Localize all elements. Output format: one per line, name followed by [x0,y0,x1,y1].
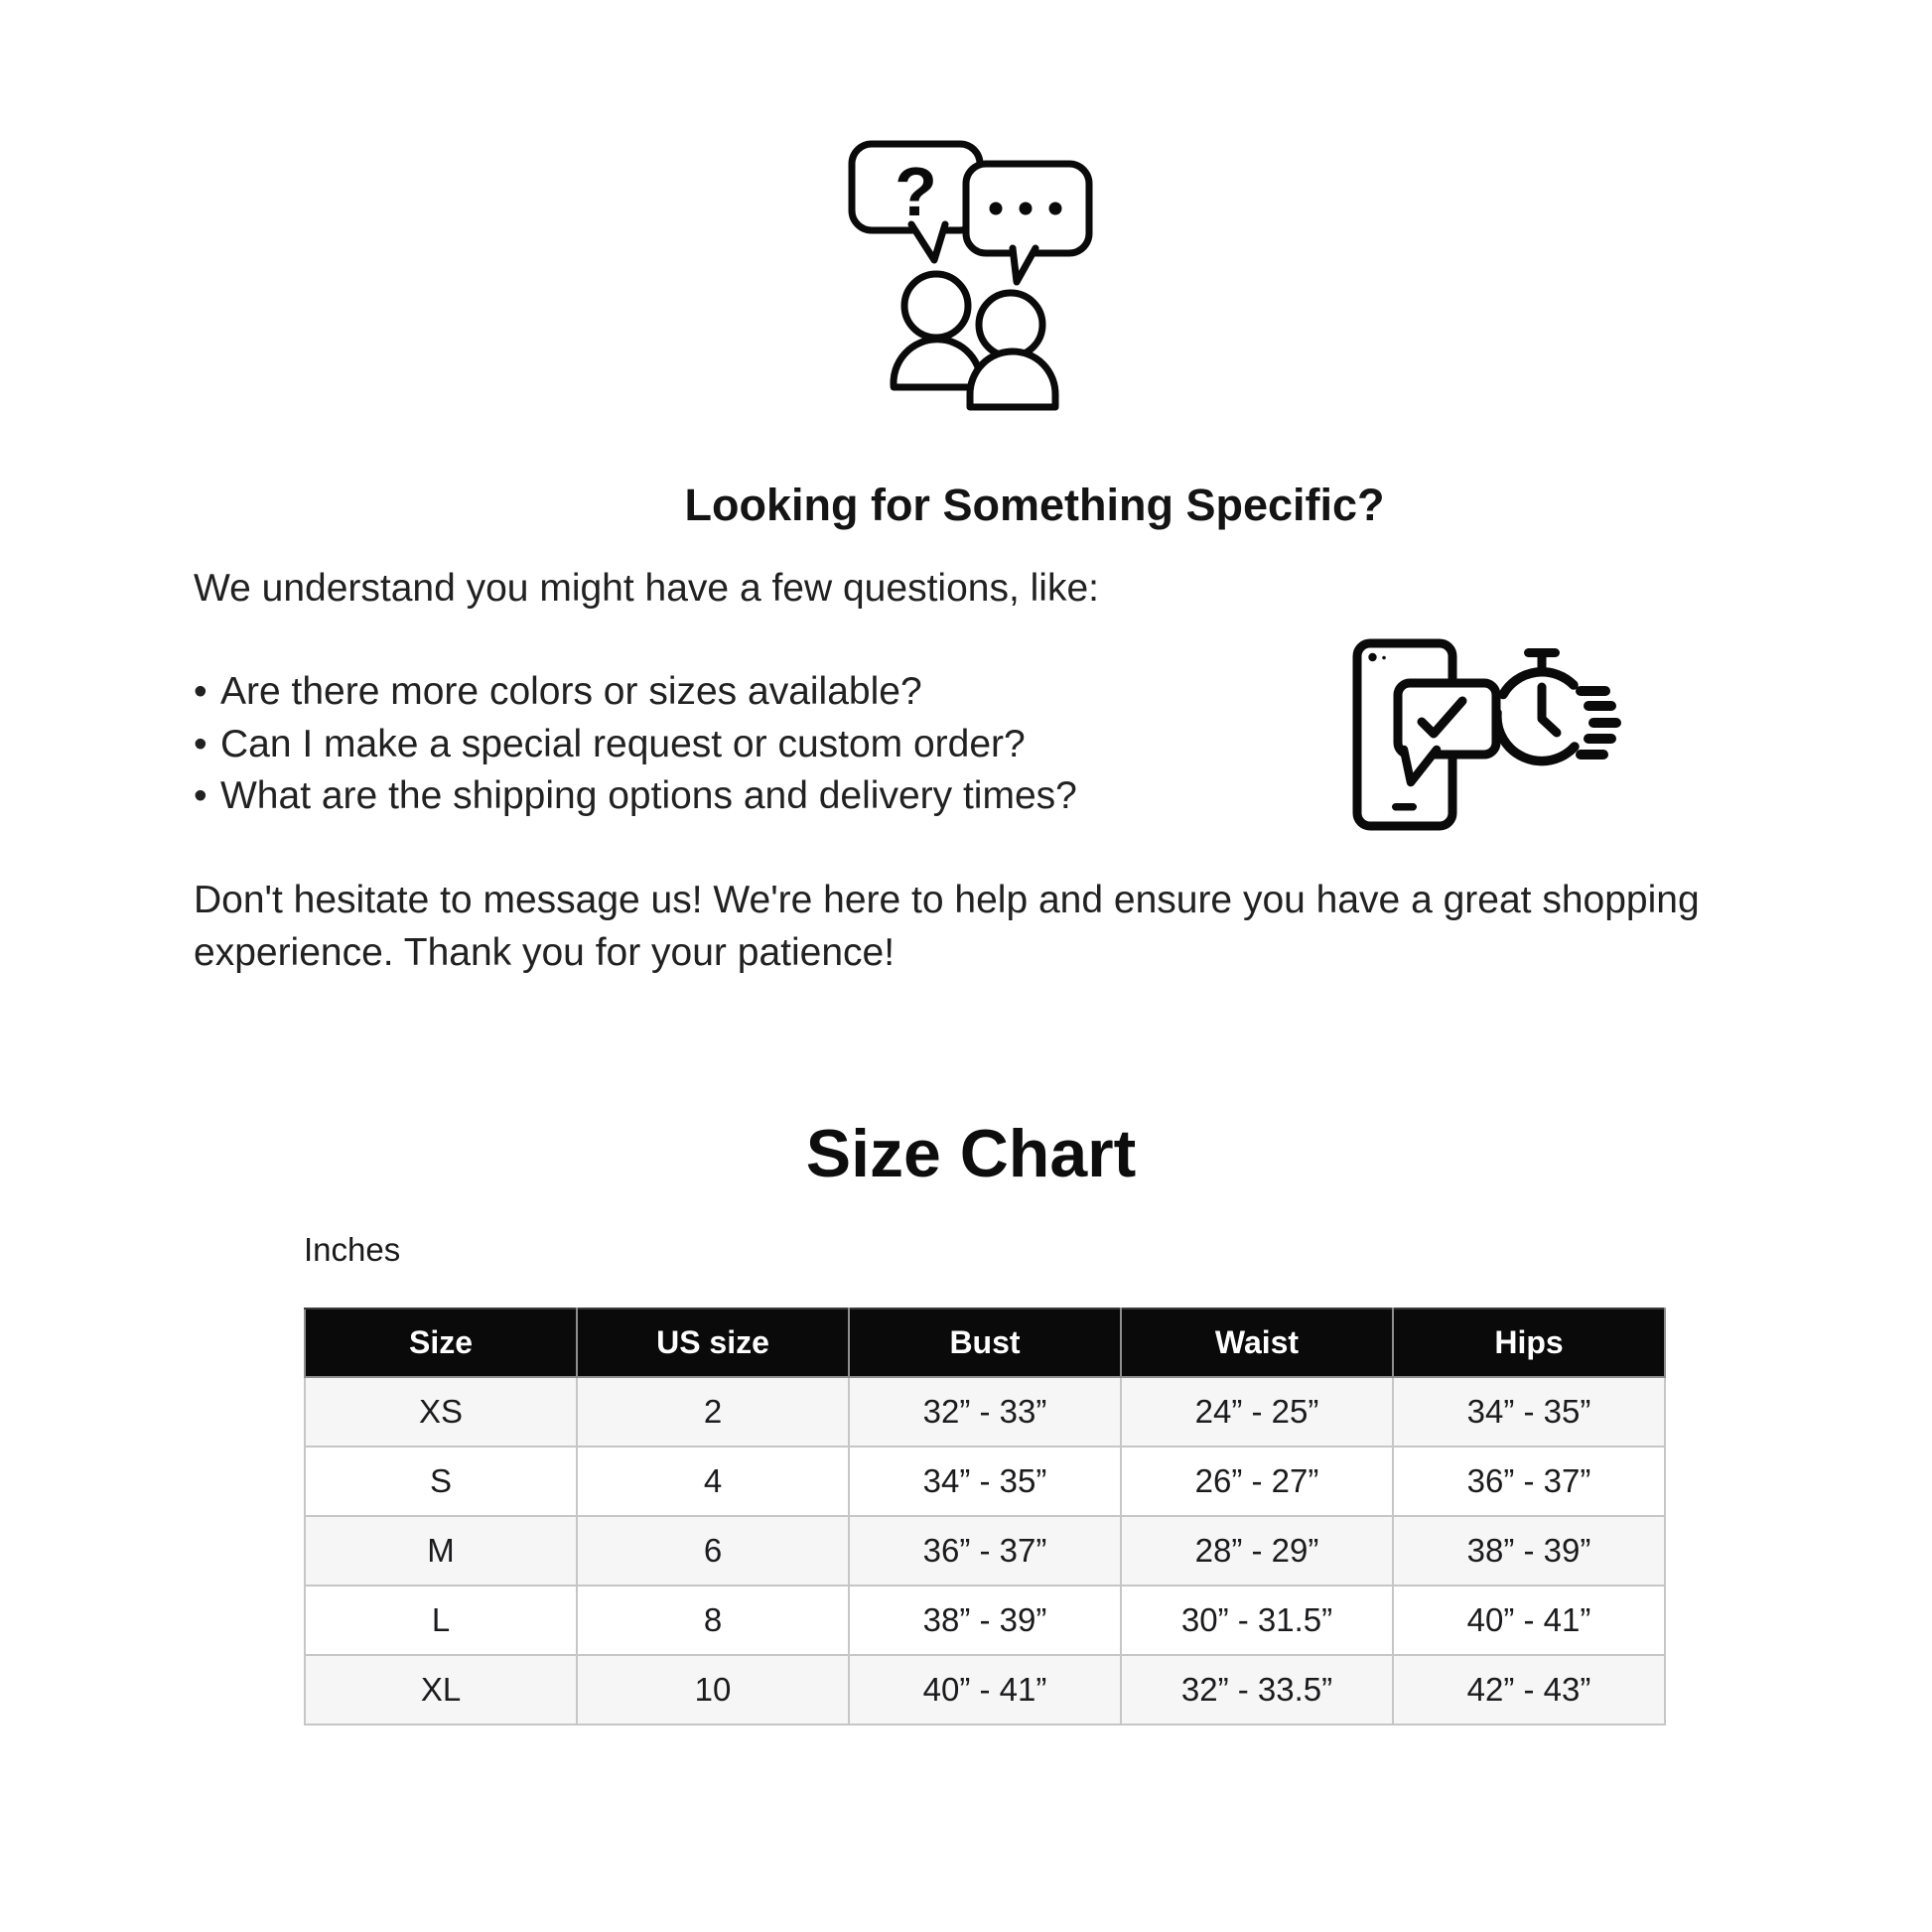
size-chart-title: Size Chart [805,1116,1137,1191]
table-cell: 8 [577,1586,849,1655]
table-row [305,1655,1665,1725]
chat-illustration [844,137,1102,415]
column-header: Hips [1393,1309,1665,1377]
table-cell: S [305,1447,577,1516]
bullet-text: Are there more colors or sizes available? [220,670,922,713]
table-cell: XS [305,1377,577,1447]
bullet-marker: • [194,722,207,765]
person-right-icon [970,293,1055,407]
bubble-tail [1013,248,1035,282]
typing-dot [990,203,1003,215]
home-button [1392,803,1417,811]
table-row [305,1377,1665,1447]
column-header: US size [577,1309,849,1377]
table-cell: 32” - 33” [849,1377,1121,1447]
column-header: Size [305,1309,577,1377]
table-row [305,1516,1665,1586]
faq-bullet-list [194,666,1077,823]
person-left-icon [894,274,981,387]
table-cell: 24” - 25” [1121,1377,1393,1447]
table-cell: 6 [577,1516,849,1586]
bullet-text: Can I make a special request or custom order? [220,722,1026,765]
table-row [305,1586,1665,1655]
bullet-marker: • [194,670,207,713]
intro-lead: We understand you might have a few questions, like: [194,567,1099,610]
table-cell: 38” - 39” [849,1586,1121,1655]
table-cell: 40” - 41” [1393,1586,1665,1655]
question-mark-glyph: ? [895,153,937,230]
column-header: Bust [849,1309,1121,1377]
table-cell: M [305,1516,577,1586]
units-label: Inches [304,1231,401,1268]
closing-paragraph [194,875,1700,979]
camera-dot-small [1382,656,1386,660]
bullet-item [194,719,1077,771]
size-chart-table [304,1308,1666,1725]
speed-lines [1581,691,1616,755]
bullet-marker: • [194,774,207,817]
table-cell: 30” - 31.5” [1121,1586,1393,1655]
table-cell: 28” - 29” [1121,1516,1393,1586]
table-header-row [305,1309,1665,1377]
table-cell: 36” - 37” [849,1516,1121,1586]
size-chart-table-container [304,1308,1666,1725]
table-cell: 2 [577,1377,849,1447]
stopwatch-icon [1497,648,1616,761]
question-bubble-icon [852,144,980,260]
typing-dot [1049,203,1062,215]
table-cell: 10 [577,1655,849,1725]
table-cell: 26” - 27” [1121,1447,1393,1516]
table-cell: 34” - 35” [849,1447,1121,1516]
table-cell: XL [305,1655,577,1725]
intro-heading: Looking for Something Specific? [684,480,1385,530]
table-cell: 36” - 37” [1393,1447,1665,1516]
table-cell: 40” - 41” [849,1655,1121,1725]
closing-line: Don't hesitate to message us! We're here to help and ensure you have a great shopping [194,879,1700,921]
clock-hands [1542,687,1557,733]
phone-illustration [1345,635,1638,834]
table-cell: 34” - 35” [1393,1377,1665,1447]
column-header: Waist [1121,1309,1393,1377]
table-row [305,1447,1665,1516]
table-cell: 42” - 43” [1393,1655,1665,1725]
bullet-item [194,770,1077,823]
bullet-text: What are the shipping options and delivery times? [220,774,1077,817]
camera-dot [1368,653,1376,661]
table-cell: 32” - 33.5” [1121,1655,1393,1725]
table-cell: 4 [577,1447,849,1516]
typing-dot [1020,203,1033,215]
closing-line: experience. Thank you for your patience! [194,930,896,974]
typing-bubble-icon [966,164,1089,282]
bullet-item [194,666,1077,719]
table-cell: L [305,1586,577,1655]
table-cell: 38” - 39” [1393,1516,1665,1586]
